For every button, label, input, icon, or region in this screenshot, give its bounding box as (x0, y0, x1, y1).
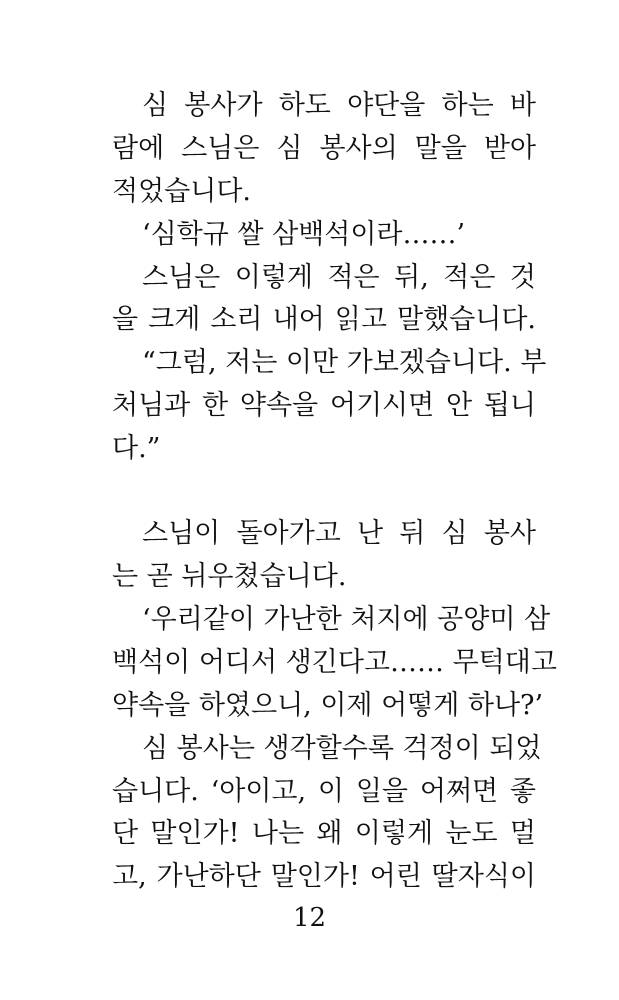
text-line: 심 봉사는 생각할수록 걱정이 되었 (142, 733, 542, 764)
text-line: 습니다. ‘아이고, 이 일을 어쩌면 좋 (112, 776, 536, 807)
text-line: 는 곧 뉘우쳤습니다. (112, 561, 347, 592)
text-line: 다.” (112, 433, 161, 464)
text-line: ‘심학규 쌀 삼백석이라……’ (142, 219, 466, 250)
text-line: 단 말인가! 나는 왜 이렇게 눈도 멀 (112, 818, 536, 849)
text-line: 스님은 이렇게 적은 뒤, 적은 것 (142, 262, 536, 293)
text-line: 약속을 하였으니, 이제 어떻게 하나?’ (112, 690, 544, 721)
text-line: 고, 가난하단 말인가! 어린 딸자식이 (112, 861, 536, 892)
text-line: ‘우리같이 가난한 처지에 공양미 삼 (142, 604, 551, 635)
text-line: 백석이 어디서 생긴다고…… 무턱대고 (112, 647, 557, 678)
page-number: 12 (292, 903, 327, 933)
text-line: 심 봉사가 하도 야단을 하는 바 (142, 90, 536, 121)
text-line: 을 크게 소리 내어 읽고 말했습니다. (112, 304, 536, 335)
text-line: 스님이 돌아가고 난 뒤 심 봉사 (142, 518, 536, 549)
text-line: 람에 스님은 심 봉사의 말을 받아 (112, 133, 536, 164)
text-line: “그럼, 저는 이만 가보겠습니다. 부 (142, 347, 547, 378)
text-line: 적었습니다. (112, 176, 251, 207)
text-line: 처님과 한 약속을 어기시면 안 됩니 (112, 390, 536, 421)
